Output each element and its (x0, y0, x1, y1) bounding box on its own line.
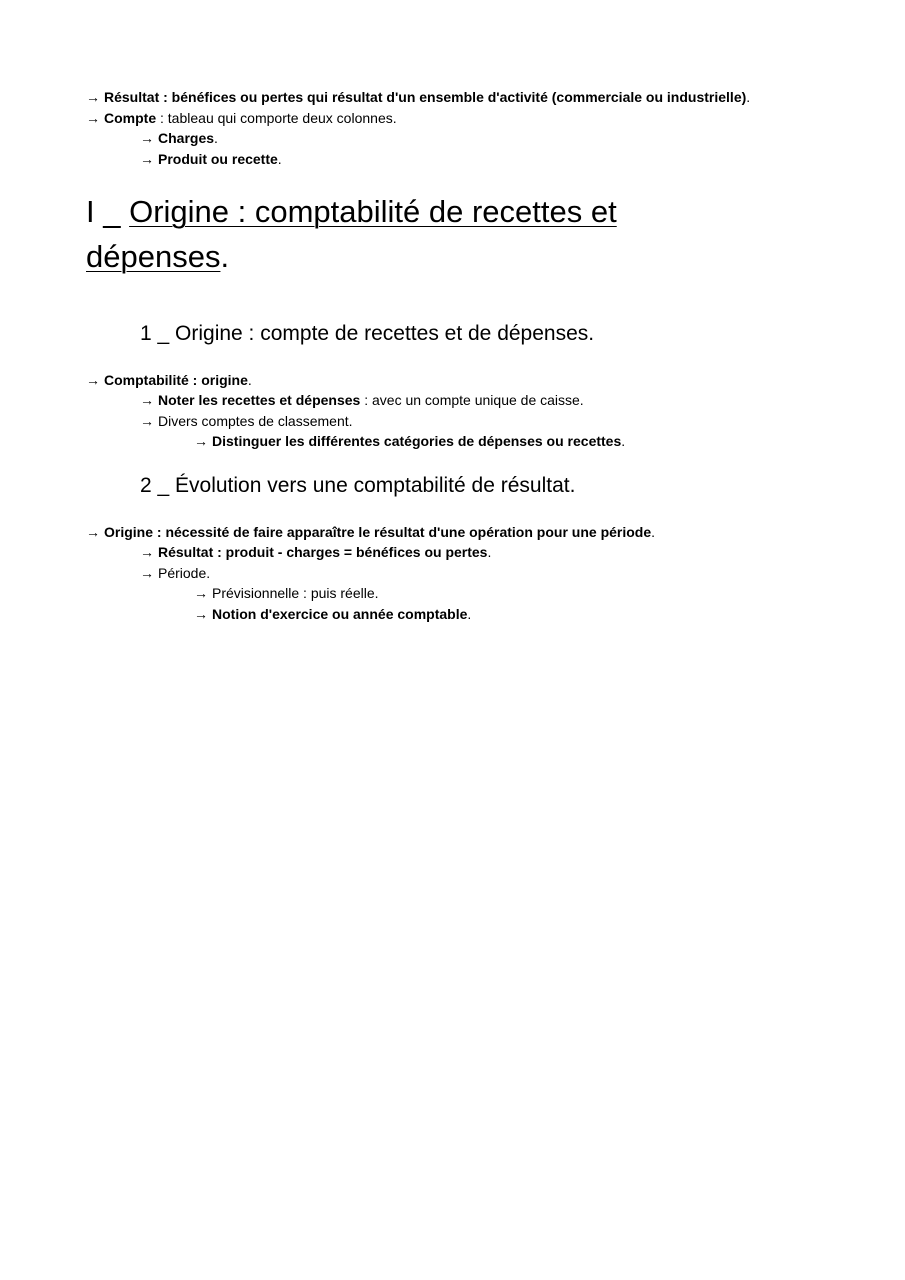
compte-definition: : tableau qui comporte deux colonnes. (156, 110, 397, 126)
resultat-formula: Résultat : produit - charges = bénéfices ou pertes (158, 544, 488, 560)
compte-term: Compte (104, 110, 157, 126)
comptabilite-term: Comptabilité : origine (104, 372, 248, 388)
section-number: I _ (86, 194, 130, 229)
charges-term: Charges (158, 130, 215, 146)
bullet-distinguer (194, 432, 625, 450)
bullet-produit (140, 150, 282, 168)
bullet-notion (194, 605, 471, 623)
punctuation: . (651, 524, 656, 540)
punctuation: . (621, 433, 626, 449)
punctuation: . (487, 544, 492, 560)
arrow-icon: → (140, 130, 154, 146)
distinguer-term: Distinguer les différentes catégories de dépenses ou recettes (212, 433, 622, 449)
bullet-origine (86, 523, 655, 541)
punctuation: . (247, 372, 252, 388)
bullet-compte (86, 109, 397, 127)
subsection-heading-2: 2 _ Évolution vers une comptabilité de résultat. (140, 474, 576, 497)
section-heading-line2 (86, 237, 229, 277)
section-heading-line1 (86, 192, 617, 232)
previsionnelle-text: Prévisionnelle : puis réelle. (212, 585, 379, 601)
arrow-icon: → (140, 413, 154, 429)
bullet-divers (140, 412, 353, 430)
arrow-icon: → (86, 372, 100, 388)
arrow-icon: → (86, 89, 100, 105)
bullet-periode (140, 564, 210, 582)
arrow-icon: → (194, 606, 208, 622)
bullet-noter (140, 391, 584, 409)
noter-definition: : avec un compte unique de caisse. (360, 392, 584, 408)
arrow-icon: → (140, 565, 154, 581)
punctuation: . (277, 151, 282, 167)
arrow-icon: → (140, 151, 154, 167)
noter-term: Noter les recettes et dépenses (158, 392, 361, 408)
section-title-part2: dépenses (86, 239, 221, 274)
notion-term: Notion d'exercice ou année comptable (212, 606, 468, 622)
origine-term: Origine : nécessité de faire apparaître le résultat d'une opération pour une période (104, 524, 652, 540)
resultat-definition: Résultat : bénéfices ou pertes qui résultat d'un ensemble d'activité (commerciale ou industrielle) (104, 89, 747, 105)
periode-text: Période. (158, 565, 211, 581)
arrow-icon: → (86, 110, 100, 126)
punctuation: . (220, 239, 230, 274)
punctuation: . (467, 606, 472, 622)
arrow-icon: → (86, 524, 100, 540)
arrow-icon: → (140, 544, 154, 560)
bullet-resultat-formula (140, 543, 491, 561)
arrow-icon: → (140, 392, 154, 408)
punctuation: . (746, 89, 751, 105)
bullet-previsionnelle (194, 584, 379, 602)
divers-text: Divers comptes de classement. (158, 413, 353, 429)
arrow-icon: → (194, 585, 208, 601)
subsection-heading-1: 1 _ Origine : compte de recettes et de dépenses. (140, 322, 595, 345)
bullet-resultat (86, 88, 750, 106)
bullet-charges (140, 129, 218, 147)
bullet-comptabilite (86, 371, 252, 389)
arrow-icon: → (194, 433, 208, 449)
section-title-part1: Origine : comptabilité de recettes et (129, 194, 617, 229)
produit-term: Produit ou recette (158, 151, 278, 167)
punctuation: . (214, 130, 218, 146)
